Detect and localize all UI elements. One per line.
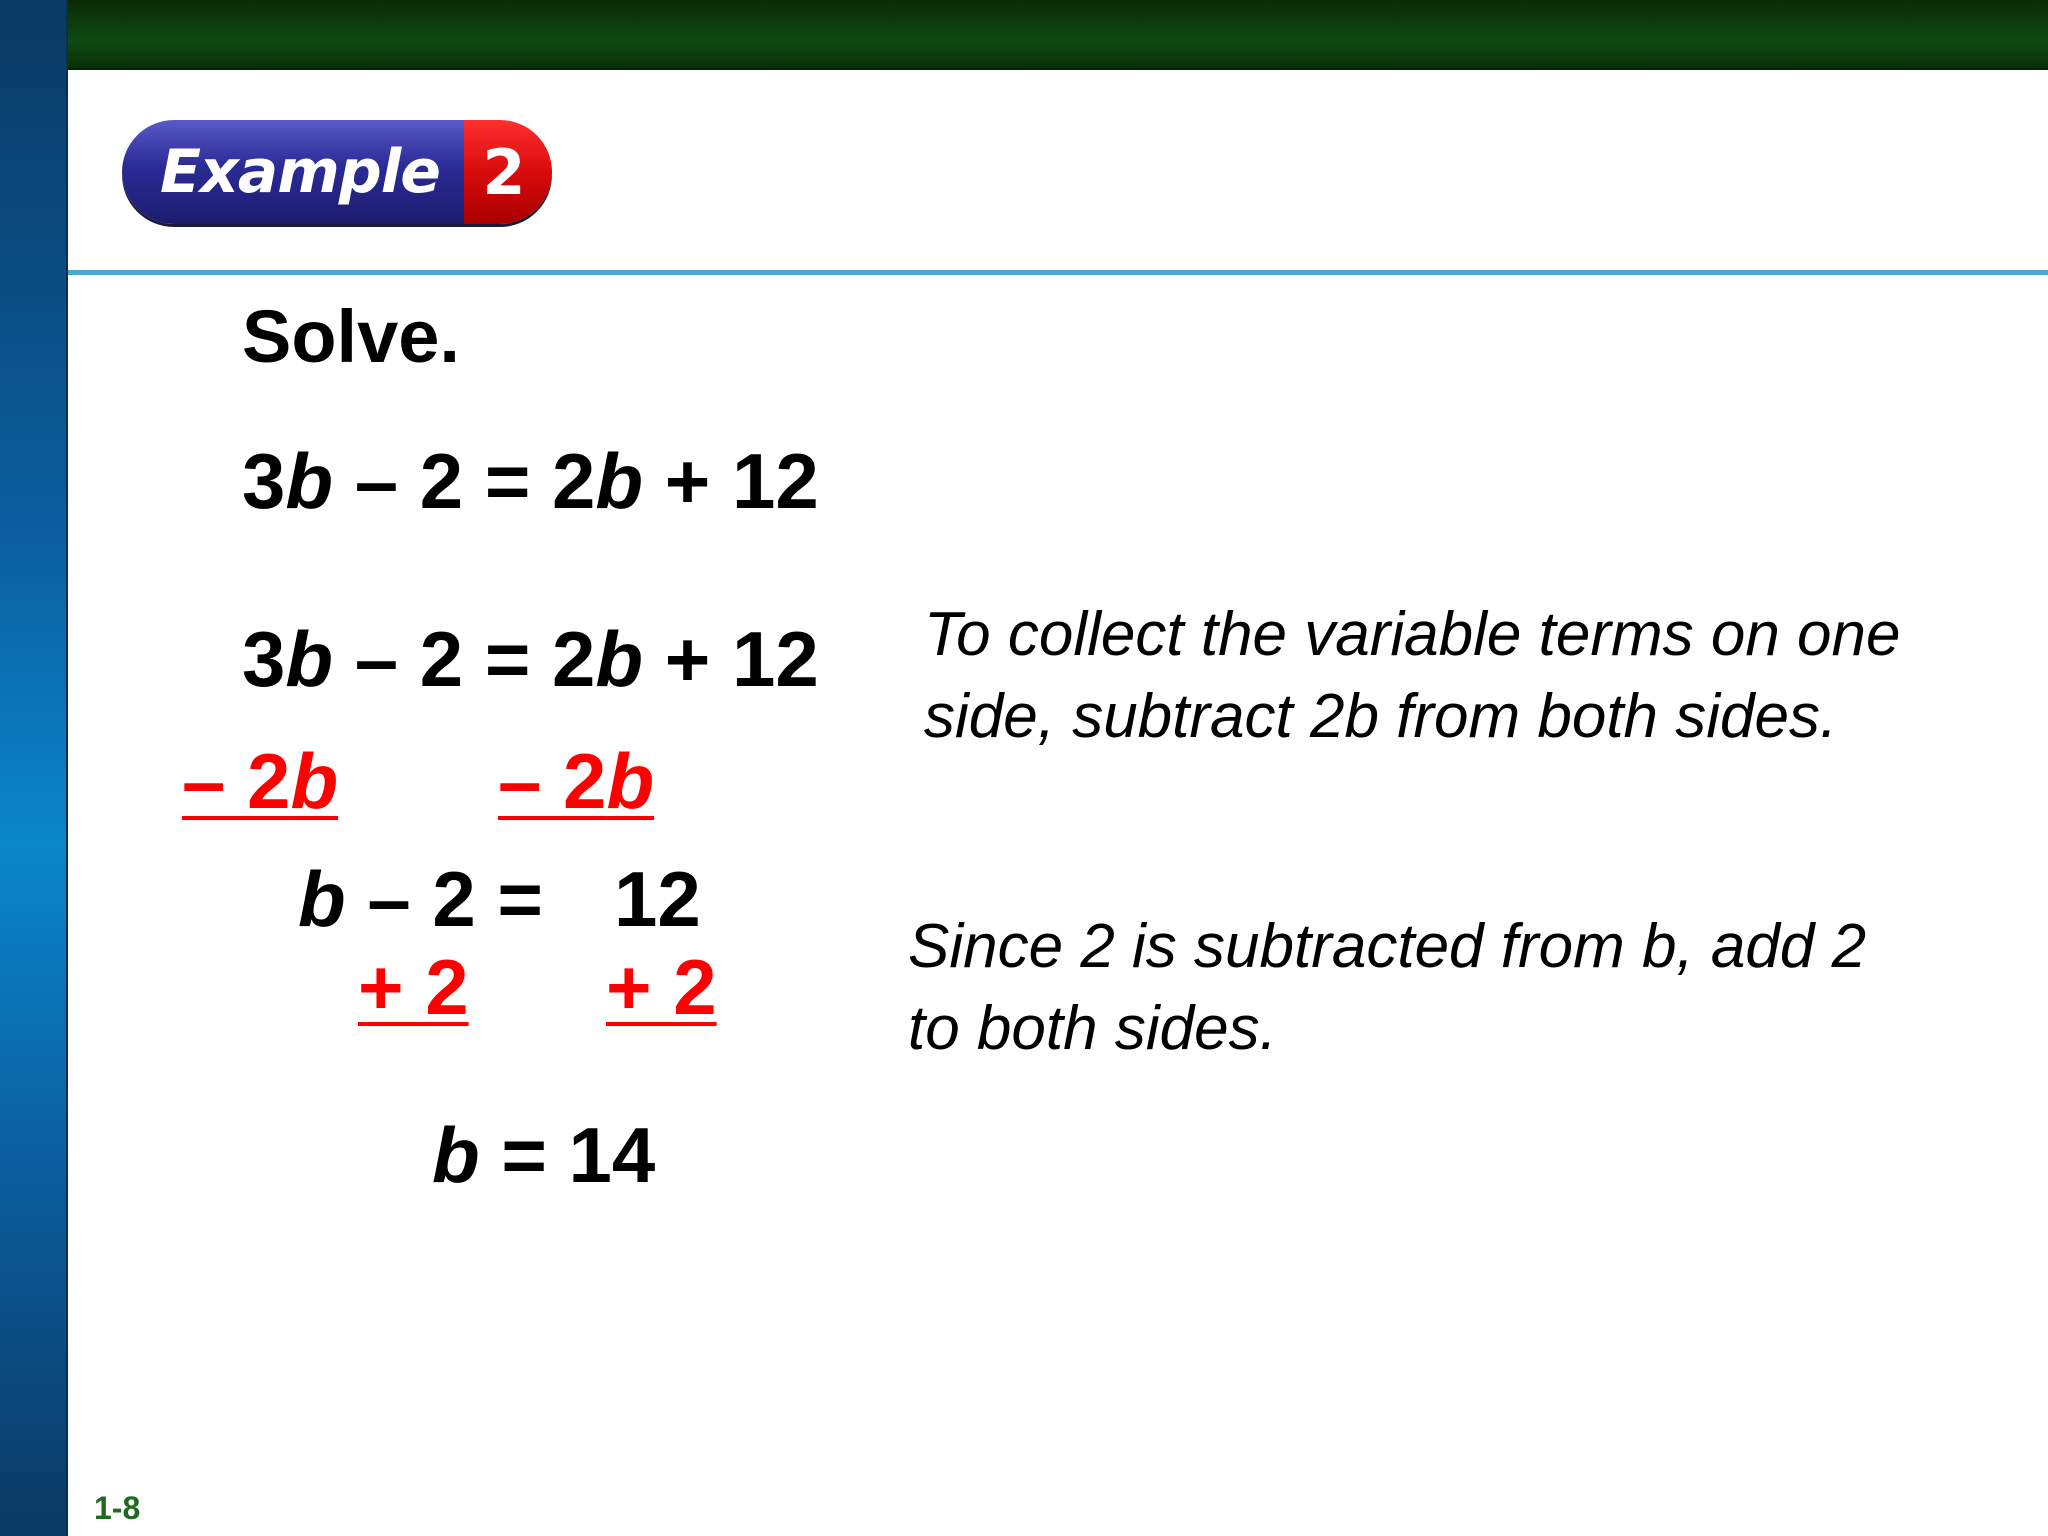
explanation-add: Since 2 is subtracted from b, add 2 to both sides. <box>908 912 1867 1063</box>
step-equation-1: 3b – 2 = 2b + 12 <box>242 615 819 703</box>
prompt-text: Solve. <box>242 295 460 378</box>
subtract-2b-left: – 2b <box>182 737 339 825</box>
left-sidebar-bar <box>0 0 68 1536</box>
badge-word: Example <box>122 120 464 224</box>
subtract-2b-right: – 2b <box>498 737 655 825</box>
badge-number: 2 <box>464 120 552 224</box>
header-divider <box>68 270 2048 275</box>
example-badge <box>122 120 552 224</box>
top-banner-bar <box>68 0 2048 70</box>
add-2-left: + 2 <box>358 943 469 1031</box>
add-2-right: + 2 <box>606 943 717 1031</box>
explanation-subtract: To collect the variable terms on one side, subtract 2b from both sides. <box>924 600 1901 751</box>
page-number: 1-8 <box>94 1490 141 1526</box>
answer-equation: b = 14 <box>432 1111 656 1199</box>
problem-equation: 3b – 2 = 2b + 12 <box>242 437 819 525</box>
step-equation-2-left: b – 2 = <box>298 855 543 943</box>
step-equation-2-right: 12 <box>614 855 701 943</box>
